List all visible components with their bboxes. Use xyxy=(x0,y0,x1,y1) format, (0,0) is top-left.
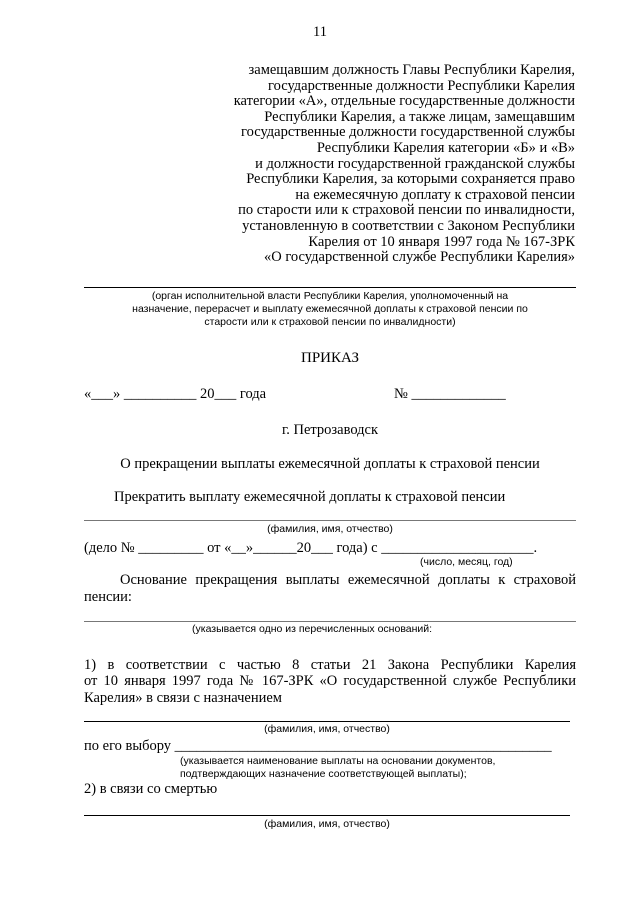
fio-field-line-2 xyxy=(84,721,570,722)
header-line: Республики Карелия, а также лицам, замещавшим xyxy=(264,108,575,125)
header-line: по старости или к страховой пенсии по инвалидности, xyxy=(238,202,575,219)
header-line: Карелия от 10 января 1997 года № 167-ЗРК xyxy=(308,233,575,250)
item1-line: Карелия» в связи с назначением xyxy=(84,690,282,706)
fio-field-line-3 xyxy=(84,815,570,816)
addressee-header xyxy=(200,62,575,265)
page-number: 11 xyxy=(313,24,327,40)
basis-line: Основание прекращения выплаты ежемесячной доплаты к страховой xyxy=(120,572,576,588)
order-date-field: «___» __________ 20___ года xyxy=(84,386,267,402)
fio-caption: (фамилия, имя, отчество) xyxy=(267,523,393,535)
header-line: на ежемесячную доплату к страховой пенсии xyxy=(295,186,575,203)
caption-line: старости или к страховой пенсии по инвалидности) xyxy=(204,316,456,328)
case-line: (дело № _________ от «__»______20___ года) с _____________________. xyxy=(84,540,538,556)
item2-line: 2) в связи со смертью xyxy=(84,781,218,797)
body-intro: Прекратить выплату ежемесячной доплаты к страховой пенсии xyxy=(114,489,506,505)
date-caption: (число, месяц, год) xyxy=(420,556,513,568)
item1-line: 1) в соответствии с частью 8 статьи 21 Закона Республики Карелия xyxy=(84,657,576,673)
fio-field-line xyxy=(84,520,576,521)
authority-field-line xyxy=(84,287,576,288)
caption-line: (орган исполнительной власти Республики Карелия, уполномоченный на xyxy=(151,290,509,302)
authority-caption xyxy=(84,290,576,329)
header-line: государственные должности Республики Карелия xyxy=(268,77,575,94)
payment-caption: (указывается наименование выплаты на основании документов, xyxy=(180,755,496,767)
order-number-field: № _____________ xyxy=(394,386,506,402)
header-line: Республики Карелия категории «Б» и «В» xyxy=(316,139,575,156)
city: г. Петрозаводск xyxy=(281,422,379,438)
header-line: и должности государственной гражданской службы xyxy=(255,155,575,172)
fio-caption-2: (фамилия, имя, отчество) xyxy=(264,723,390,735)
header-line: категории «А», отдельные государственные должности xyxy=(233,93,575,110)
item1-line: от 10 января 1997 года № 167-ЗРК «О государственной службе Республики xyxy=(84,673,576,689)
fio-caption-3: (фамилия, имя, отчество) xyxy=(264,818,390,830)
basis-caption: (указывается одно из перечисленных оснований: xyxy=(192,623,433,635)
basis-line: пенсии: xyxy=(84,589,132,605)
header-line: Республики Карелия, за которыми сохраняется право xyxy=(246,171,575,188)
choice-line: по его выбору ____________________________________________________ xyxy=(84,738,552,754)
order-title: ПРИКАЗ xyxy=(301,350,359,366)
header-line: «О государственной службе Республики Карелия» xyxy=(264,249,575,266)
basis-field-line xyxy=(84,621,576,622)
payment-caption: подтверждающих назначение соответствующей выплаты); xyxy=(180,768,467,780)
caption-line: назначение, перерасчет и выплату ежемесячной доплаты к страховой пенсии по xyxy=(132,303,528,315)
header-line: замещавшим должность Главы Республики Карелия, xyxy=(248,62,575,78)
order-subject: О прекращении выплаты ежемесячной доплаты к страховой пенсии xyxy=(120,456,540,472)
header-line: государственные должности государственной службы xyxy=(241,124,575,141)
header-line: установленную в соответствии с Законом Республики xyxy=(242,217,575,234)
